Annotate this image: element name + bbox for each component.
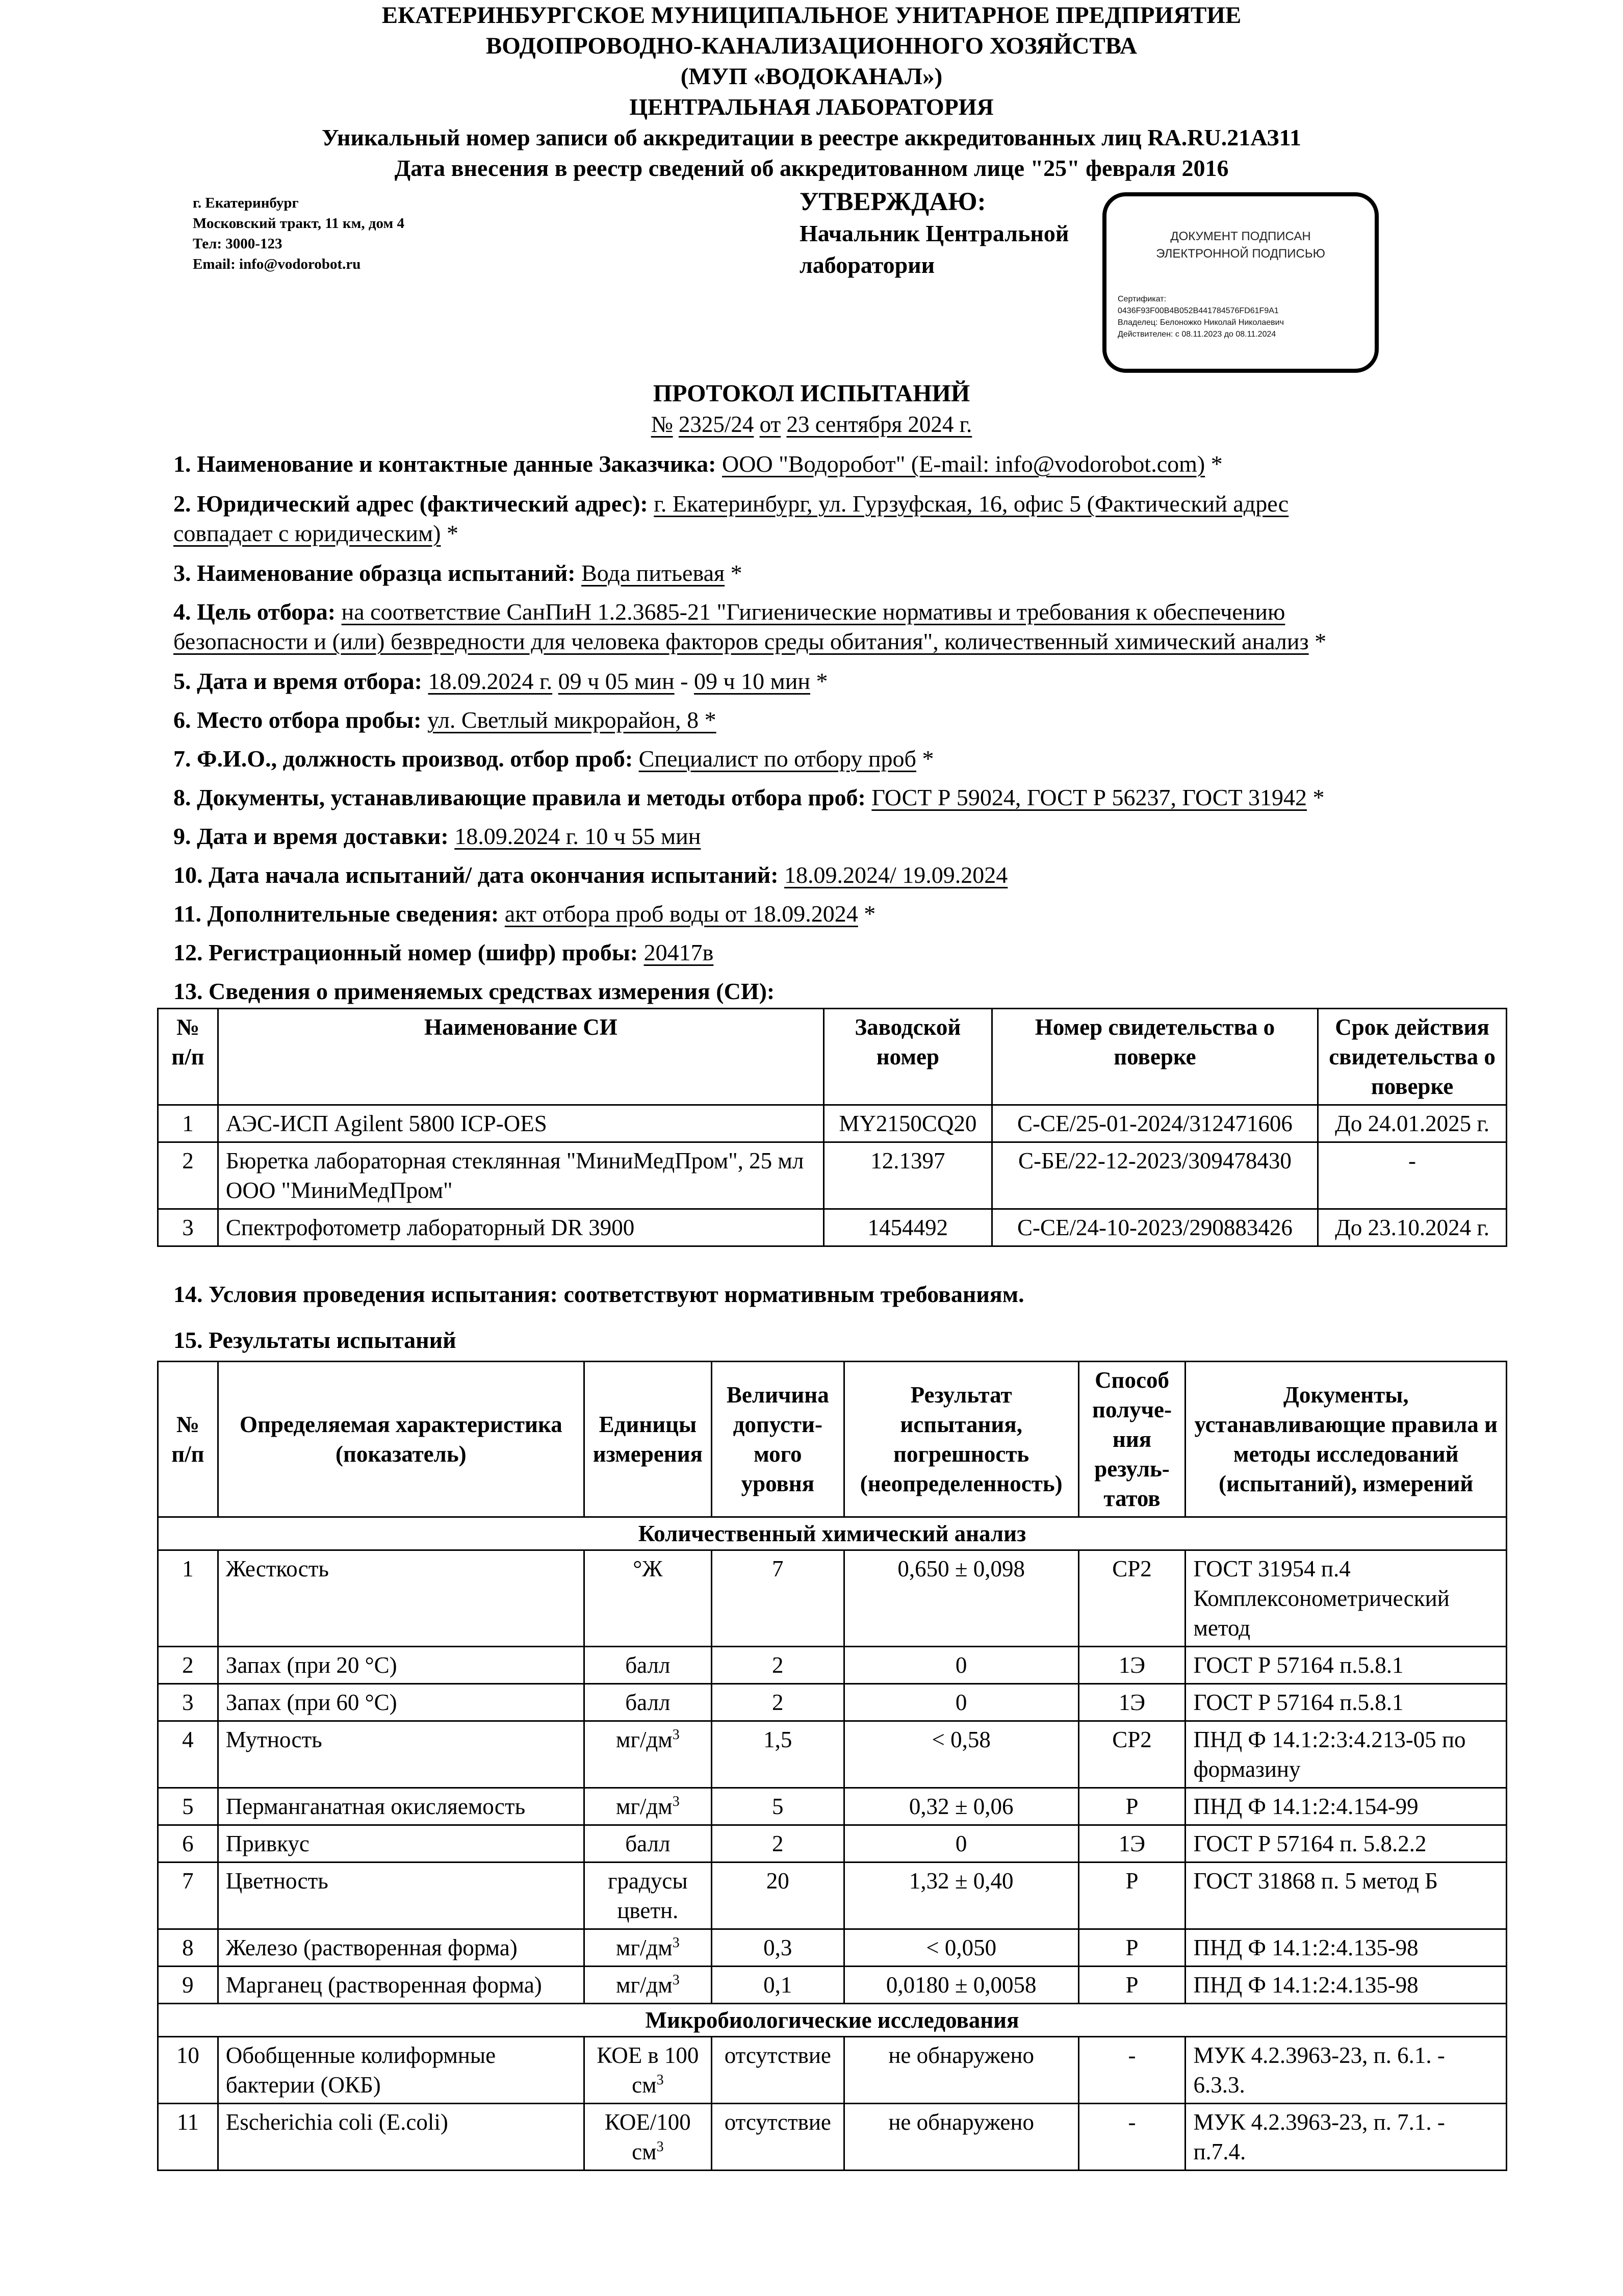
col-header: Результат испытания, погрешность (неопределенность): [844, 1362, 1078, 1517]
table-header-row: [158, 1362, 1507, 1517]
section-label: 4. Цель отбора:: [173, 599, 336, 625]
test-result: 0,32 ± 0,06: [844, 1788, 1078, 1825]
section-mark: *: [858, 901, 876, 927]
stamp-certificate: [1118, 293, 1284, 340]
stamp-title-line: ДОКУМЕНТ ПОДПИСАН: [1170, 229, 1311, 243]
allowed-level: 1,5: [711, 1721, 844, 1788]
unit-text: мг/дм: [615, 1935, 673, 1960]
method-document: ПНД Ф 14.1:2:4.135-98: [1186, 1929, 1507, 1967]
approval-title: УТВЕРЖДАЮ:: [800, 188, 986, 216]
row-number: 4: [158, 1721, 218, 1788]
col-header: Способ получе-ния резуль-татов: [1078, 1362, 1186, 1517]
section-mark: *: [1308, 628, 1327, 654]
cell: Спектрофотометр лабораторный DR 3900: [218, 1209, 823, 1246]
section-label: 6. Место отбора пробы:: [173, 707, 422, 733]
row-number: 10: [158, 2037, 218, 2104]
allowed-level: 20: [711, 1863, 844, 1929]
approval-block: [800, 186, 1069, 281]
section-label: 14. Условия проведения испытания: соответствуют нормативным требованиям.: [173, 1281, 1024, 1307]
unit-text: КОЕ/100 см: [604, 2109, 691, 2164]
unit: [584, 1967, 711, 2004]
org-name-line: ВОДОПРОВОДНО-КАНАЛИЗАЦИОННОГО ХОЗЯЙСТВА: [485, 33, 1138, 59]
contact-phone: Тел: 3000-123: [193, 236, 282, 252]
indicator-name: Перманганатная окисляемость: [218, 1788, 584, 1825]
section-value: Специалист по отбору проб: [638, 746, 916, 772]
section-label: 13. Сведения о применяемых средствах измерения (СИ):: [173, 978, 775, 1004]
cell: До 24.01.2025 г.: [1318, 1105, 1507, 1142]
col-header: Документы, устанавливающие правила и методы исследований (испытаний), измерений: [1186, 1362, 1507, 1517]
method-code: -: [1078, 2037, 1186, 2104]
indicator-name: Цветность: [218, 1863, 584, 1929]
table-row: [158, 1142, 1507, 1209]
indicator-name: Привкус: [218, 1825, 584, 1863]
section-sampling-place: [173, 705, 716, 735]
method-document: ГОСТ 31954 п.4 Комплексонометрический метод: [1186, 1550, 1507, 1647]
row-number: 8: [158, 1929, 218, 1967]
col-header: Заводской номер: [823, 1009, 992, 1105]
unit-text: мг/дм: [615, 1727, 673, 1752]
row-number: 2: [158, 1647, 218, 1684]
section-label: 11. Дополнительные сведения:: [173, 901, 499, 927]
registry-date: Дата внесения в реестр сведений об аккредитованном лице "25" февраля 2016: [394, 155, 1229, 181]
section-value: совпадает с юридическим): [173, 520, 441, 546]
table-row: [158, 2037, 1507, 2104]
protocol-number-line: [0, 409, 1623, 440]
unit-text: мг/дм: [615, 1794, 673, 1819]
table-row: [158, 1863, 1507, 1929]
section-sampling-time: [173, 666, 828, 697]
unit: балл: [584, 1825, 711, 1863]
section-legal-address-cont: [173, 518, 458, 549]
indicator-name: Запах (при 20 °С): [218, 1647, 584, 1684]
cell: 3: [158, 1209, 218, 1246]
microbiology-rows: [158, 2037, 1507, 2171]
section-mark: *: [441, 520, 458, 546]
indicator-name: Запах (при 60 °С): [218, 1684, 584, 1721]
contact-city: г. Екатеринбург: [193, 195, 299, 211]
cert-id: 0436F93F00B4B052B441784576FD61F9A1: [1118, 307, 1279, 315]
unit: [584, 2037, 711, 2104]
allowed-level: 2: [711, 1647, 844, 1684]
test-result: 0,650 ± 0,098: [844, 1550, 1078, 1647]
indicator-name: Жесткость: [218, 1550, 584, 1647]
col-header: № п/п: [158, 1009, 218, 1105]
row-number: 1: [158, 1550, 218, 1647]
method-code: Р: [1078, 1788, 1186, 1825]
row-number: 5: [158, 1788, 218, 1825]
indicator-name: Марганец (растворенная форма): [218, 1967, 584, 2004]
method-code: СР2: [1078, 1721, 1186, 1788]
method-document: ГОСТ Р 57164 п. 5.8.2.2: [1186, 1825, 1507, 1863]
cell: С-СЕ/24-10-2023/290883426: [992, 1209, 1318, 1246]
unit-exponent: 3: [672, 1727, 680, 1743]
contact-address: Московский тракт, 11 км, дом 4: [193, 215, 404, 232]
chemical-rows: [158, 1550, 1507, 2004]
cert-label: Сертификат:: [1118, 295, 1167, 303]
cert-owner: Владелец: Белоножко Николай Николаевич: [1118, 318, 1284, 327]
cell: -: [1318, 1142, 1507, 1209]
table-row: [158, 1721, 1507, 1788]
range-dash: -: [674, 668, 694, 694]
unit-exponent: 3: [656, 2139, 664, 2155]
section-sampler: [173, 744, 934, 774]
test-result: 0: [844, 1825, 1078, 1863]
table-row: [158, 1209, 1507, 1246]
section-value: ООО "Водоробот" (E-mail: info@vodorobot.com): [722, 451, 1205, 477]
indicator-name: Обобщенные колиформные бактерии (ОКБ): [218, 2037, 584, 2104]
section-value: ГОСТ Р 59024, ГОСТ Р 56237, ГОСТ 31942: [871, 784, 1307, 810]
test-result: < 0,58: [844, 1721, 1078, 1788]
unit: °Ж: [584, 1550, 711, 1647]
sampling-start: 09 ч 05 мин: [558, 668, 675, 694]
section-mark: *: [725, 560, 742, 586]
section-mark: *: [916, 746, 934, 772]
col-header: Определяемая характеристика (показатель): [218, 1362, 584, 1517]
test-result: < 0,050: [844, 1929, 1078, 1967]
col-header: Номер свидетельства о поверке: [992, 1009, 1318, 1105]
cell: 2: [158, 1142, 218, 1209]
section-value: г. Екатеринбург, ул. Гурзуфская, 16, офис 5 (Фактический адрес: [654, 491, 1289, 517]
table-row: [158, 1929, 1507, 1967]
org-short-name: (МУП «ВОДОКАНАЛ»): [680, 63, 943, 90]
cell: MY2150CQ20: [823, 1105, 992, 1142]
section-results-title: [173, 1325, 456, 1356]
section-label: 10. Дата начала испытаний/ дата окончания испытаний:: [173, 862, 779, 888]
table-row: [158, 1788, 1507, 1825]
protocol-from: от: [759, 412, 781, 437]
test-result: 1,32 ± 0,40: [844, 1863, 1078, 1929]
col-header: № п/п: [158, 1362, 218, 1517]
cell: АЭС-ИСП Agilent 5800 ICP-OES: [218, 1105, 823, 1142]
organization-header: [0, 0, 1623, 184]
allowed-level: 0,3: [711, 1929, 844, 1967]
section-value: ул. Светлый микрорайон, 8 *: [427, 707, 716, 733]
allowed-level: 2: [711, 1684, 844, 1721]
allowed-level: отсутствие: [711, 2037, 844, 2104]
protocol-date: 23 сентября 2024 г.: [786, 412, 972, 437]
electronic-signature-stamp: [1102, 192, 1379, 373]
table-header-row: [158, 1009, 1507, 1105]
method-code: 1Э: [1078, 1684, 1186, 1721]
table-row: [158, 1967, 1507, 2004]
unit: градусы цветн.: [584, 1863, 711, 1929]
section-value: акт отбора проб воды от 18.09.2024: [504, 901, 858, 927]
section-reg-number: [173, 937, 713, 968]
section-label: 5. Дата и время отбора:: [173, 668, 422, 694]
unit: балл: [584, 1684, 711, 1721]
method-code: Р: [1078, 1967, 1186, 2004]
cell: 12.1397: [823, 1142, 992, 1209]
section-label: 9. Дата и время доставки:: [173, 823, 449, 849]
method-code: СР2: [1078, 1550, 1186, 1647]
protocol-no-sign: №: [651, 412, 673, 437]
method-document: МУК 4.2.3963-23, п. 6.1. - 6.3.3.: [1186, 2037, 1507, 2104]
col-header: Наименование СИ: [218, 1009, 823, 1105]
test-result: 0: [844, 1647, 1078, 1684]
cell: Бюретка лабораторная стеклянная "МиниМедПром", 25 мл ООО "МиниМедПром": [218, 1142, 823, 1209]
method-code: -: [1078, 2104, 1186, 2171]
table-row: [158, 1825, 1507, 1863]
table-row: [158, 1684, 1507, 1721]
unit-exponent: 3: [672, 1972, 680, 1988]
row-number: 6: [158, 1825, 218, 1863]
cell: С-СЕ/25-01-2024/312471606: [992, 1105, 1318, 1142]
section-value: 18.09.2024/ 19.09.2024: [784, 862, 1008, 888]
unit-exponent: 3: [672, 1935, 680, 1951]
cell: До 23.10.2024 г.: [1318, 1209, 1507, 1246]
section-label: 12. Регистрационный номер (шифр) пробы:: [173, 939, 638, 965]
section-value: 20417в: [643, 939, 714, 965]
section-value: на соответствие СанПиН 1.2.3685-21 "Гигиенические нормативы и требования к обеспечению: [341, 599, 1285, 625]
accreditation-number: Уникальный номер записи об аккредитации в реестре аккредитованных лиц RA.RU.21АЗ11: [321, 124, 1302, 150]
method-document: ПНД Ф 14.1:2:3:4.213-05 по формазину: [1186, 1721, 1507, 1788]
unit: [584, 1788, 711, 1825]
row-number: 9: [158, 1967, 218, 2004]
method-document: ГОСТ Р 57164 п.5.8.1: [1186, 1647, 1507, 1684]
allowed-level: 0,1: [711, 1967, 844, 2004]
section-purpose-cont: [173, 626, 1326, 657]
method-code: Р: [1078, 1863, 1186, 1929]
table-row: [158, 1647, 1507, 1684]
allowed-level: 5: [711, 1788, 844, 1825]
instruments-table: [157, 1008, 1507, 1247]
stamp-title-line: ЭЛЕКТРОННОЙ ПОДПИСЬЮ: [1156, 247, 1325, 261]
unit: [584, 1929, 711, 1967]
group-title: Микробиологические исследования: [158, 2004, 1507, 2037]
section-legal-address: [173, 489, 1289, 519]
cell: С-БЕ/22-12-2023/309478430: [992, 1142, 1318, 1209]
stamp-title: [1106, 228, 1375, 263]
method-document: ГОСТ 31868 п. 5 метод Б: [1186, 1863, 1507, 1929]
table-row: [158, 1550, 1507, 1647]
table-row: [158, 2104, 1507, 2171]
contact-email: Email: info@vodorobot.ru: [193, 256, 361, 272]
section-label: 1. Наименование и контактные данные Заказчика:: [173, 451, 716, 477]
section-test-dates: [173, 860, 1008, 890]
lab-name: ЦЕНТРАЛЬНАЯ ЛАБОРАТОРИЯ: [629, 94, 994, 120]
unit-text: мг/дм: [615, 1972, 673, 1998]
unit: [584, 1721, 711, 1788]
indicator-name: Железо (растворенная форма): [218, 1929, 584, 1967]
unit-text: КОЕ в 100 см: [597, 2043, 699, 2098]
section-sample-name: [173, 558, 742, 589]
test-result: не обнаружено: [844, 2037, 1078, 2104]
group-row: [158, 2004, 1507, 2037]
cert-validity: Действителен: с 08.11.2023 до 08.11.2024: [1118, 330, 1276, 339]
test-result: 0: [844, 1684, 1078, 1721]
section-customer: [173, 449, 1223, 479]
allowed-level: 7: [711, 1550, 844, 1647]
allowed-level: отсутствие: [711, 2104, 844, 2171]
section-mark: *: [1307, 784, 1325, 810]
section-value: безопасности и (или) безвредности для человека факторов среды обитания", количественный химический анализ: [173, 628, 1309, 654]
cell: 1454492: [823, 1209, 992, 1246]
contacts-block: [193, 193, 404, 274]
section-delivery: [173, 821, 701, 852]
group-title: Количественный химический анализ: [158, 1517, 1507, 1550]
section-label: 3. Наименование образца испытаний:: [173, 560, 576, 586]
unit: [584, 2104, 711, 2171]
section-extra-info: [173, 899, 875, 929]
method-document: ПНД Ф 14.1:2:4.154-99: [1186, 1788, 1507, 1825]
approval-position: лаборатории: [800, 252, 935, 278]
section-mark: *: [1205, 451, 1223, 477]
test-result: 0,0180 ± 0,0058: [844, 1967, 1078, 2004]
indicator-name: Мутность: [218, 1721, 584, 1788]
sampling-end: 09 ч 10 мин: [693, 668, 810, 694]
method-code: 1Э: [1078, 1647, 1186, 1684]
protocol-number: 2325/24: [678, 412, 754, 437]
sampling-date: 18.09.2024 г.: [428, 668, 553, 694]
allowed-level: 2: [711, 1825, 844, 1863]
col-header: Величина допусти-мого уровня: [711, 1362, 844, 1517]
method-document: МУК 4.2.3963-23, п. 7.1. - п.7.4.: [1186, 2104, 1507, 2171]
cell: 1: [158, 1105, 218, 1142]
org-name-line: ЕКАТЕРИНБУРГСКОЕ МУНИЦИПАЛЬНОЕ УНИТАРНОЕ ПРЕДПРИЯТИЕ: [381, 2, 1242, 29]
section-sampling-docs: [173, 782, 1325, 813]
section-label: 7. Ф.И.О., должность производ. отбор проб:: [173, 746, 633, 772]
table-row: [158, 1105, 1507, 1142]
results-table: [157, 1361, 1507, 2171]
unit-exponent: 3: [672, 1794, 680, 1809]
section-value: Вода питьевая: [581, 560, 725, 586]
section-instruments-title: [173, 976, 775, 1007]
method-document: ГОСТ Р 57164 п.5.8.1: [1186, 1684, 1507, 1721]
indicator-name: Escherichia coli (E.coli): [218, 2104, 584, 2171]
section-value: 18.09.2024 г. 10 ч 55 мин: [454, 823, 701, 849]
method-code: Р: [1078, 1929, 1186, 1967]
test-result: не обнаружено: [844, 2104, 1078, 2171]
row-number: 7: [158, 1863, 218, 1929]
row-number: 3: [158, 1684, 218, 1721]
col-header: Срок действия свидетельства о поверке: [1318, 1009, 1507, 1105]
method-code: 1Э: [1078, 1825, 1186, 1863]
row-number: 11: [158, 2104, 218, 2171]
section-conditions: [173, 1279, 1024, 1310]
unit-exponent: 3: [656, 2072, 664, 2088]
approval-position: Начальник Центральной: [800, 220, 1069, 246]
section-label: 2. Юридический адрес (фактический адрес):: [173, 491, 648, 517]
section-label: 8. Документы, устанавливающие правила и методы отбора проб:: [173, 784, 866, 810]
col-header: Единицы измерения: [584, 1362, 711, 1517]
protocol-title: ПРОТОКОЛ ИСПЫТАНИЙ: [653, 380, 970, 407]
section-purpose: [173, 597, 1285, 627]
method-document: ПНД Ф 14.1:2:4.135-98: [1186, 1967, 1507, 2004]
group-row: [158, 1517, 1507, 1550]
section-mark: *: [810, 668, 828, 694]
unit: балл: [584, 1647, 711, 1684]
section-label: 15. Результаты испытаний: [173, 1327, 456, 1353]
